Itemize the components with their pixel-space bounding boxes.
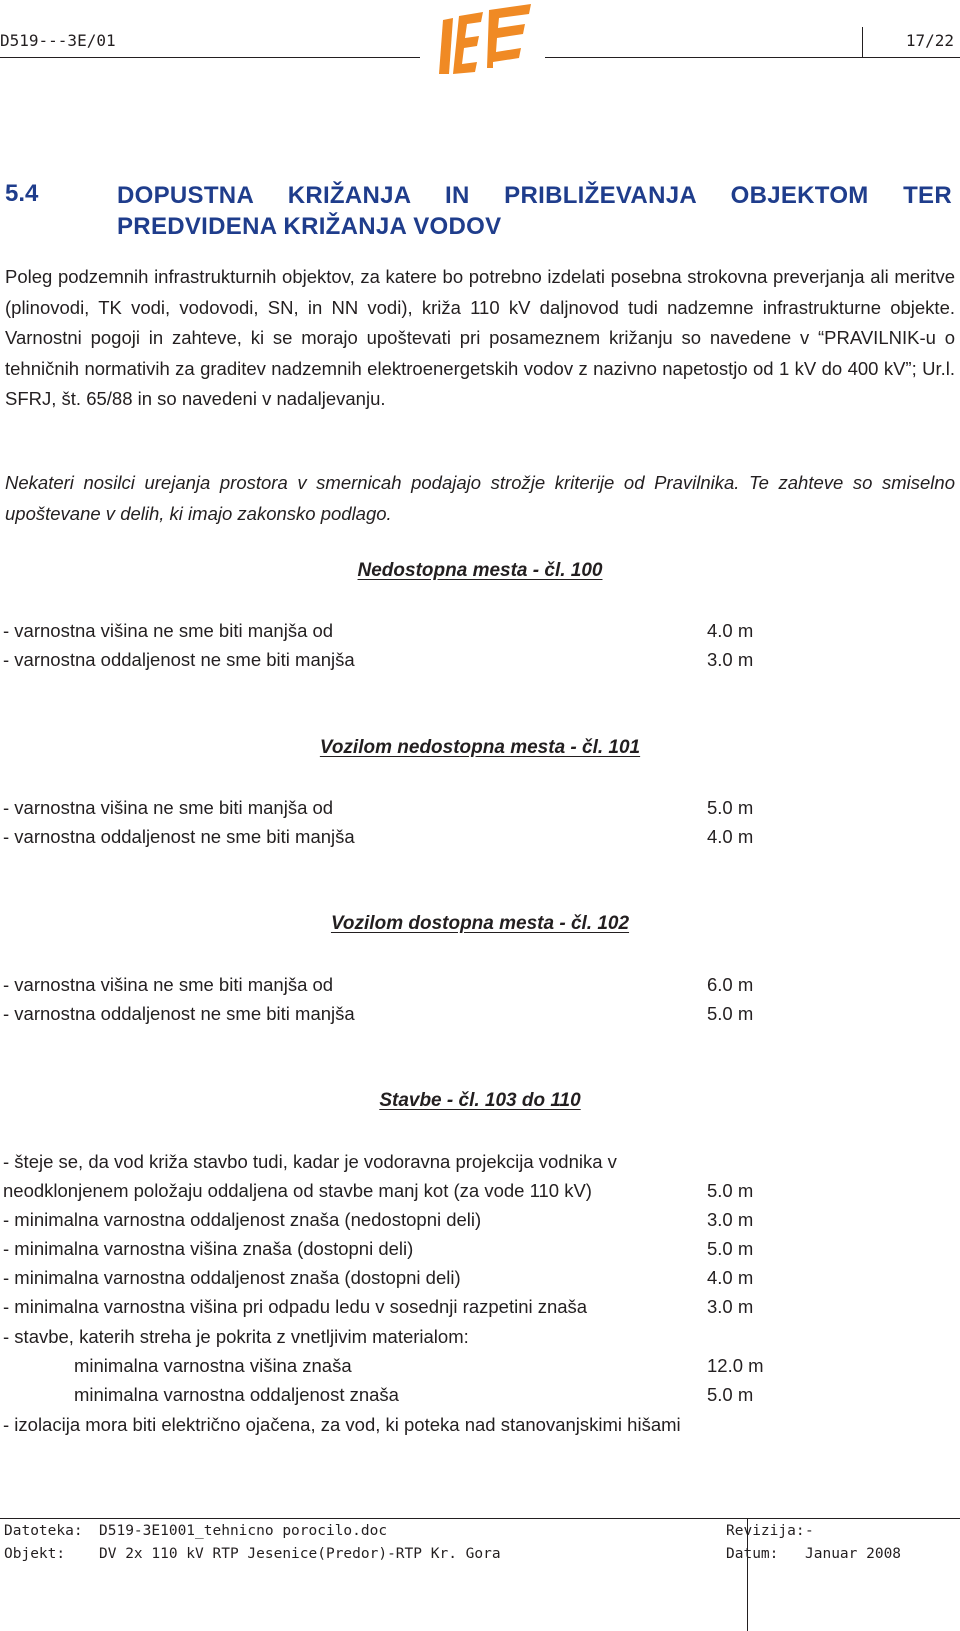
- requirement-value: 5.0 m: [707, 1384, 754, 1405]
- requirement-row: - minimalna varnostna oddaljenost znaša (dostopni deli): [3, 1267, 461, 1288]
- requirement-row: - minimalna varnostna višina pri odpadu ledu v sosednji razpetini znaša: [3, 1296, 588, 1317]
- requirement-value: 3.0 m: [707, 1209, 754, 1230]
- subsection-title: Vozilom nedostopna mesta - čl. 101: [319, 737, 641, 758]
- requirement-value: 4.0 m: [707, 1267, 754, 1288]
- requirement-row: minimalna varnostna oddaljenost znaša: [74, 1384, 399, 1405]
- requirement-row: - stavbe, katerih streha je pokrita z vnetljivim materialom:: [3, 1326, 469, 1347]
- requirement-row: - varnostna višina ne sme biti manjša od: [3, 797, 334, 818]
- subsection-title: Stavbe - čl. 103 do 110: [379, 1090, 581, 1111]
- footer-object-label: Objekt:: [4, 1546, 66, 1562]
- requirement-value: 5.0 m: [707, 1180, 754, 1201]
- section-title: DOPUSTNA KRIŽANJA IN PRIBLIŽEVANJA OBJEKTOM TER PREDVIDENA KRIŽANJA VODOV: [117, 182, 952, 240]
- requirement-value: 12.0 m: [707, 1355, 764, 1376]
- subsection-title: Vozilom dostopna mesta - čl. 102: [330, 913, 630, 934]
- requirement-row: neodklonjenem položaju oddaljena od stavbe manj kot (za vode 110 kV): [3, 1180, 592, 1201]
- document-code: D519---3E/01: [0, 31, 116, 50]
- footer-rule: [0, 1518, 960, 1519]
- requirement-row: - minimalna varnostna oddaljenost znaša (nedostopni deli): [3, 1209, 482, 1230]
- requirement-value: 5.0 m: [707, 797, 754, 818]
- requirement-value: 3.0 m: [707, 1296, 754, 1317]
- requirement-value: 3.0 m: [707, 649, 754, 670]
- requirement-value: 5.0 m: [707, 1003, 754, 1024]
- section-number: 5.4: [5, 180, 39, 207]
- requirement-row: - izolacija mora biti električno ojačena, za vod, ki poteka nad stanovanjskimi hišami: [3, 1414, 681, 1435]
- footer-object-value: DV 2x 110 kV RTP Jesenice(Predor)-RTP Kr. Gora: [99, 1546, 501, 1562]
- requirement-value: 6.0 m: [707, 974, 754, 995]
- page-number: 17/22: [905, 31, 954, 50]
- requirement-row: - šteje se, da vod križa stavbo tudi, kadar je vodoravna projekcija vodnika v: [3, 1151, 617, 1172]
- requirement-row: minimalna varnostna višina znaša: [74, 1355, 352, 1376]
- requirement-value: 4.0 m: [707, 620, 754, 641]
- requirement-row: - varnostna oddaljenost ne sme biti manjša: [3, 649, 355, 670]
- header-rule-left: [0, 57, 420, 58]
- requirement-row: - varnostna oddaljenost ne sme biti manjša: [3, 826, 355, 847]
- note-paragraph: Nekateri nosilci urejanja prostora v smernicah podajajo strožje kriterije od Pravilnika. Te zahteve so smiselno upoštevane v delih, ki imajo zakonsko podlago.: [5, 472, 955, 524]
- footer-revision-value: -: [805, 1523, 814, 1539]
- footer-file-label: Datoteka:: [4, 1523, 83, 1539]
- requirement-row: - varnostna oddaljenost ne sme biti manjša: [3, 1003, 355, 1024]
- footer-date-label: Datum:: [726, 1546, 779, 1562]
- footer-revision-label: Revizija:: [726, 1523, 805, 1539]
- header-rule-right: [545, 57, 960, 58]
- requirement-value: 5.0 m: [707, 1238, 754, 1259]
- requirement-value: 4.0 m: [707, 826, 754, 847]
- footer-file-value: D519-3E1001_tehnicno porocilo.doc: [99, 1523, 388, 1539]
- subsection-title: Nedostopna mesta - čl. 100: [357, 560, 603, 581]
- company-logo: [437, 2, 535, 76]
- requirement-row: - minimalna varnostna višina znaša (dostopni deli): [3, 1238, 414, 1259]
- requirement-row: - varnostna višina ne sme biti manjša od: [3, 974, 334, 995]
- footer-date-value: Januar 2008: [805, 1546, 902, 1562]
- header-divider: [862, 27, 863, 57]
- requirement-row: - varnostna višina ne sme biti manjša od: [3, 620, 334, 641]
- intro-paragraph: Poleg podzemnih infrastrukturnih objektov, za katere bo potrebno izdelati posebna strokovna preverjanja ali meritve (plinovodi, TK vodi, vodovodi, SN, in NN vodi), križa 110 kV daljnovod tudi nadzemne infrastrukturne objekte. Varnostni pogoji in zahteve, ki se morajo upoštevati pri posameznem križanju so navedene v “PRAVILNIK-u o tehničnih normativih za graditev nadzemnih elektroenergetskih vodov z nazivno napetostjo od 1 kV do 400 kV”; Ur.l. SFRJ, št. 65/88 in so navedeni v nadaljevanju.: [5, 266, 955, 410]
